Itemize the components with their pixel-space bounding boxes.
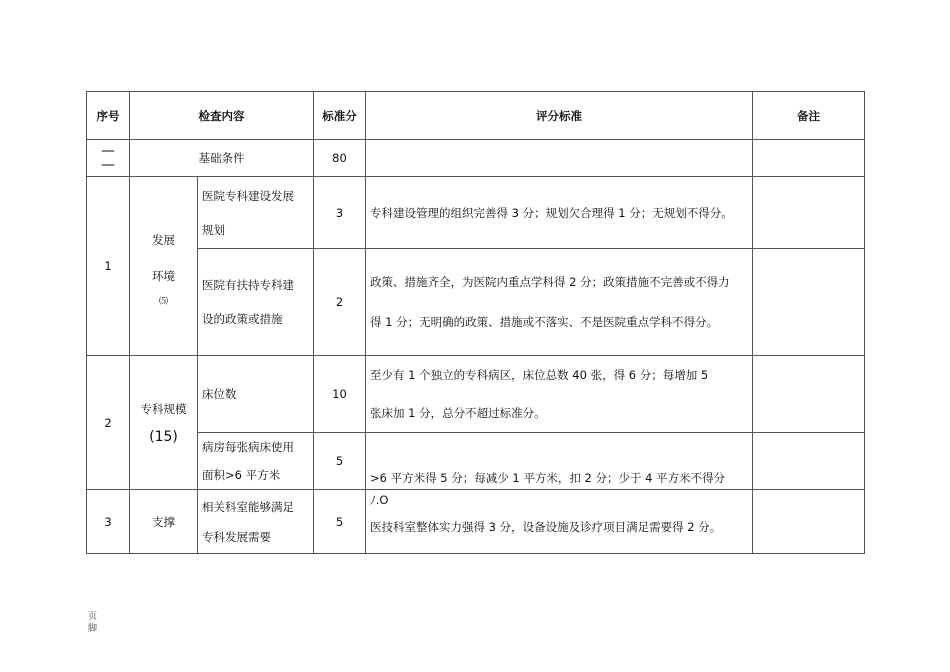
row2-group-line2: (15) bbox=[149, 428, 178, 445]
row3-item1-score: 5 bbox=[314, 490, 366, 554]
row3-item1-criteria bbox=[366, 490, 753, 554]
row1-seq: 1 bbox=[87, 177, 130, 356]
row2-group bbox=[130, 356, 198, 490]
table-row bbox=[87, 249, 865, 356]
row1-item1-line1: 医院专科建设发展 bbox=[202, 188, 294, 203]
row1-group bbox=[130, 177, 198, 356]
table-row bbox=[87, 433, 865, 490]
table-row bbox=[87, 490, 865, 554]
row2-item1-score: 10 bbox=[314, 356, 366, 433]
row2-item2-score: 5 bbox=[314, 433, 366, 490]
header-criteria: 评分标准 bbox=[366, 92, 753, 140]
footer-line2: 脚 bbox=[88, 624, 98, 634]
row1-item2-remark bbox=[753, 249, 865, 356]
row2-item1-criteria bbox=[366, 356, 753, 433]
row1-item2-score: 2 bbox=[314, 249, 366, 356]
row1-group-sub: ⑸ bbox=[158, 297, 168, 307]
row3-item1-line1: 相关科室能够满足 bbox=[202, 499, 294, 514]
base-label: 基础条件 bbox=[130, 140, 314, 177]
row2-item2-criteria bbox=[366, 433, 753, 490]
base-seq: — bbox=[101, 157, 115, 173]
row2-seq: 2 bbox=[87, 356, 130, 490]
inspection-score-table bbox=[86, 91, 865, 554]
table-row bbox=[87, 177, 865, 249]
row2-item1 bbox=[198, 356, 314, 433]
base-seq-cell bbox=[87, 140, 130, 177]
header-content: 检查内容 bbox=[130, 92, 314, 140]
header-remark: 备注 bbox=[753, 92, 865, 140]
row2-item2 bbox=[198, 433, 314, 490]
row3-item1-criteria-line2: 医技科室整体实力强得 3 分，设备设施及诊疗项目满足需要得 2 分。 bbox=[370, 520, 722, 534]
row3-item1-remark bbox=[753, 490, 865, 554]
row2-item2-line2: 面积>6 平方米 bbox=[202, 468, 281, 482]
row1-item1-criteria: 专科建设管理的组织完善得 3 分；规划欠合理得 1 分；无规划不得分。 bbox=[366, 177, 753, 249]
row1-item1-remark bbox=[753, 177, 865, 249]
row3-seq: 3 bbox=[87, 490, 130, 554]
header-row bbox=[87, 92, 865, 140]
base-remark bbox=[753, 140, 865, 177]
row1-item2-criteria-line2: 得 1 分；无明确的政策、措施或不落实、不是医院重点学科不得分。 bbox=[370, 315, 719, 329]
row1-item2-criteria-line1: 政策、措施齐全，为医院内重点学科得 2 分；政策措施不完善或不得力 bbox=[370, 275, 730, 289]
footer-line1: 页 bbox=[88, 612, 98, 622]
row2-item2-remark bbox=[753, 433, 865, 490]
table-row bbox=[87, 356, 865, 433]
row1-item1-line2: 规划 bbox=[202, 222, 225, 237]
row1-item2 bbox=[198, 249, 314, 356]
row3-item1-line2: 专科发展需要 bbox=[202, 529, 271, 544]
row2-item1-criteria-line1: 至少有 1 个独立的专科病区，床位总数 40 张，得 6 分；每增加 5 bbox=[370, 368, 709, 382]
row2-item1-criteria-line2: 张床加 1 分，总分不超过标准分。 bbox=[370, 406, 546, 420]
row2-group-line1: 专科规模 bbox=[140, 401, 187, 416]
page-footer bbox=[88, 611, 98, 635]
base-seq: — bbox=[101, 143, 115, 159]
row2-item2-criteria-line2: >6 平方米得 5 分；每减少 1 平方米，扣 2 分；少于 4 平方米不得分 bbox=[370, 471, 726, 485]
row2-item1-line1: 床位数 bbox=[202, 387, 237, 401]
row2-item1-remark bbox=[753, 356, 865, 433]
row3-item1 bbox=[198, 490, 314, 554]
row1-group-line2: 环境 bbox=[152, 269, 175, 283]
base-criteria bbox=[366, 140, 753, 177]
row3-group: 支撑 bbox=[130, 490, 198, 554]
row1-item1 bbox=[198, 177, 314, 249]
row3-item1-criteria-line1: ﾉ.O bbox=[370, 493, 389, 507]
header-score: 标准分 bbox=[314, 92, 366, 140]
row1-item1-score: 3 bbox=[314, 177, 366, 249]
row1-item2-criteria bbox=[366, 249, 753, 356]
row2-item2-line1: 病房每张病床使用 bbox=[202, 440, 294, 454]
row1-item2-line2: 设的政策或措施 bbox=[202, 312, 283, 326]
row1-group-line1: 发展 bbox=[152, 233, 175, 247]
base-score: 80 bbox=[314, 140, 366, 177]
header-seq: 序号 bbox=[87, 92, 130, 140]
row1-item2-line1: 医院有扶持专科建 bbox=[202, 278, 294, 292]
base-row bbox=[87, 140, 865, 177]
